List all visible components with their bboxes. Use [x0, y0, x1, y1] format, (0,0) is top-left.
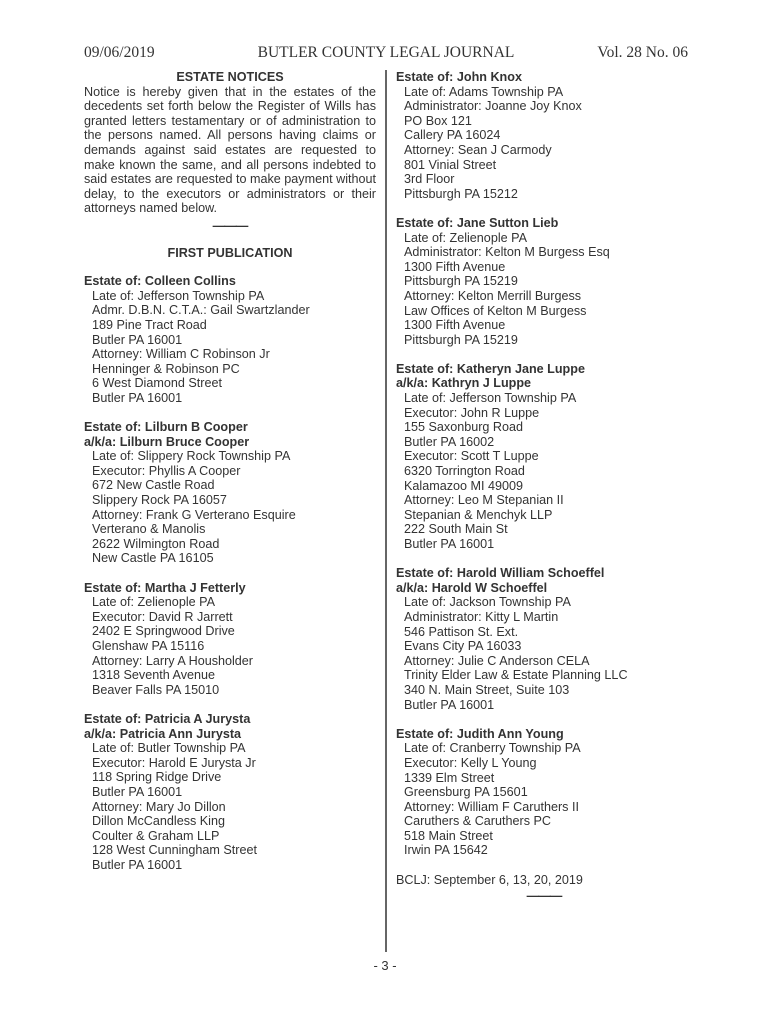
estate-detail-line: Attorney: Sean J Carmody	[404, 142, 552, 157]
estate-entry	[396, 216, 692, 347]
estate-detail-line: Late of: Slippery Rock Township PA	[92, 449, 291, 464]
estate-detail-line: Irwin PA 15642	[404, 843, 488, 858]
estate-detail-line: Beaver Falls PA 15010	[92, 682, 220, 697]
estate-name: Estate of: Judith Ann Young	[396, 726, 564, 741]
left-estate-list	[84, 274, 376, 872]
estate-detail-line: Pittsburgh PA 15219	[404, 274, 518, 289]
estate-detail-line: Butler PA 16001	[404, 537, 495, 551]
estate-detail-line: 340 N. Main Street, Suite 103	[404, 682, 570, 697]
estate-detail-line: Glenshaw PA 15116	[92, 638, 205, 653]
estate-detail-line: Butler PA 16002	[404, 434, 495, 449]
page-number: - 3 -	[373, 958, 397, 973]
estate-detail-line: 155 Saxonburg Road	[404, 420, 524, 435]
estate-detail-line: 6 West Diamond Street	[92, 376, 222, 391]
estate-detail-line: 189 Pine Tract Road	[92, 317, 207, 332]
estate-name: Estate of: Harold William Schoeffel	[396, 566, 605, 581]
estate-detail-line: Admr. D.B.N. C.T.A.: Gail Swartzlander	[92, 303, 310, 318]
estate-detail-line: Greensburg PA 15601	[404, 785, 528, 800]
estate-detail-line: 672 New Castle Road	[92, 478, 215, 493]
estate-detail-line: Butler PA 16001	[92, 857, 183, 872]
notice-intro: Notice is hereby given that in the estates of the decedents set forth below the Register of Wills has granted letters testamentary or of administration to the persons named. All persons having claims or demands against said estates are requested to make known the same, and all persons indebted to said estates are requested to make payment without delay, to the executors or administrators or their attorneys named below.	[84, 84, 376, 216]
estate-detail-line: Late of: Butler Township PA	[92, 741, 246, 756]
estate-detail-line: Executor: David R Jarrett	[92, 609, 233, 624]
estate-detail-line: Late of: Adams Township PA	[404, 84, 564, 99]
estate-detail-line: 1300 Fifth Avenue	[404, 318, 506, 333]
estate-detail-line: Kalamazoo MI 49009	[404, 478, 524, 493]
estate-detail-line: Coulter & Graham LLP	[92, 828, 220, 843]
estate-detail-line: Executor: Kelly L Young	[404, 755, 537, 770]
estate-detail-line: 118 Spring Ridge Drive	[92, 770, 222, 785]
publication-heading: FIRST PUBLICATION	[167, 245, 293, 260]
estate-detail-line: 1339 Elm Street	[404, 770, 495, 785]
estate-detail-line: Dillon McCandless King	[92, 814, 225, 829]
estate-detail-line: Verterano & Manolis	[92, 522, 206, 537]
section-title: ESTATE NOTICES	[176, 70, 284, 84]
estate-detail-line: Attorney: Larry A Housholder	[92, 653, 254, 668]
short-rule: ———	[212, 218, 248, 233]
estate-detail-line: Late of: Jackson Township PA	[404, 595, 571, 610]
estate-detail-line: Attorney: Leo M Stepanian II	[404, 493, 564, 508]
estate-detail-line: Butler PA 16001	[92, 332, 183, 347]
estate-name: Estate of: Jane Sutton Lieb	[396, 215, 559, 230]
estate-detail-line: Attorney: Julie C Anderson CELA	[404, 653, 590, 668]
estate-detail-line: Pittsburgh PA 15212	[404, 186, 518, 201]
estate-detail-line: Butler PA 16001	[92, 390, 183, 405]
estate-name: Estate of: Lilburn B Cooper	[84, 420, 248, 435]
estate-detail-line: Late of: Cranberry Township PA	[404, 741, 581, 756]
estate-detail-line: Slippery Rock PA 16057	[92, 493, 227, 508]
estate-entry	[84, 274, 376, 405]
header-journal-title: BUTLER COUNTY LEGAL JOURNAL	[257, 44, 515, 61]
estate-detail-line: Executor: John R Luppe	[404, 405, 540, 420]
estate-detail-line: Attorney: William C Robinson Jr	[92, 347, 270, 362]
estate-entry	[84, 420, 376, 566]
estate-aka: a/k/a: Lilburn Bruce Cooper	[84, 434, 250, 449]
header-volume: Vol. 28 No. 06	[597, 44, 688, 61]
page-header	[84, 44, 688, 62]
estate-detail-line: 518 Main Street	[404, 828, 493, 843]
estate-detail-line: Late of: Jefferson Township PA	[404, 391, 577, 406]
estate-detail-line: Attorney: Mary Jo Dillon	[92, 799, 226, 814]
estate-detail-line: Henninger & Robinson PC	[92, 361, 240, 376]
estate-entry	[396, 362, 692, 552]
estate-detail-line: Executor: Phyllis A Cooper	[92, 463, 241, 478]
estate-detail-line: Caruthers & Caruthers PC	[404, 814, 551, 829]
estate-detail-line: Butler PA 16001	[404, 697, 495, 712]
estate-detail-line: Administrator: Joanne Joy Knox	[404, 99, 582, 114]
estate-name: Estate of: Patricia A Jurysta	[84, 711, 251, 726]
estate-detail-line: Late of: Jefferson Township PA	[92, 288, 265, 303]
estate-detail-line: Administrator: Kitty L Martin	[404, 609, 559, 624]
estate-detail-line: Law Offices of Kelton M Burgess	[404, 303, 587, 318]
estate-name: Estate of: Martha J Fetterly	[84, 580, 246, 595]
estate-detail-line: PO Box 121	[404, 113, 472, 128]
estate-detail-line: Executor: Harold E Jurysta Jr	[92, 755, 256, 770]
estate-detail-line: 222 South Main St	[404, 522, 508, 537]
estate-detail-line: 2402 E Springwood Drive	[92, 624, 235, 639]
bclj-note: BCLJ: September 6, 13, 20, 2019	[396, 872, 583, 887]
estate-detail-line: 546 Pattison St. Ext.	[404, 624, 519, 639]
estate-detail-line: Callery PA 16024	[404, 128, 501, 143]
estate-entry	[84, 712, 376, 873]
estate-detail-line: Evans City PA 16033	[404, 639, 522, 654]
column-divider	[385, 70, 387, 952]
estate-entry	[396, 566, 692, 712]
estate-detail-line: 128 West Cunningham Street	[92, 843, 257, 858]
estate-detail-line: Attorney: Kelton Merrill Burgess	[404, 288, 582, 303]
estate-entry	[396, 70, 692, 201]
estate-detail-line: Administrator: Kelton M Burgess Esq	[404, 245, 610, 260]
header-date: 09/06/2019	[84, 44, 155, 61]
estate-detail-line: Attorney: William F Caruthers II	[404, 799, 579, 814]
estate-entry	[84, 581, 376, 698]
estate-name: Estate of: Katheryn Jane Luppe	[396, 361, 585, 376]
estate-detail-line: Butler PA 16001	[92, 784, 183, 799]
estate-name: Estate of: John Knox	[396, 70, 522, 84]
estate-detail-line: Stepanian & Menchyk LLP	[404, 507, 553, 522]
estate-aka: a/k/a: Patricia Ann Jurysta	[84, 726, 242, 741]
estate-detail-line: 3rd Floor	[404, 172, 455, 187]
estate-entry	[396, 727, 692, 858]
estate-detail-line: 2622 Wilmington Road	[92, 536, 220, 551]
end-rule: ———	[526, 889, 562, 904]
estate-name: Estate of: Colleen Collins	[84, 274, 236, 289]
left-column	[84, 70, 376, 887]
right-estate-list	[396, 70, 692, 858]
estate-aka: a/k/a: Kathryn J Luppe	[396, 376, 532, 391]
estate-detail-line: Executor: Scott T Luppe	[404, 449, 539, 464]
estate-detail-line: Late of: Zelienople PA	[404, 230, 527, 245]
estate-detail-line: New Castle PA 16105	[92, 551, 214, 566]
right-column	[396, 70, 692, 904]
estate-detail-line: 1300 Fifth Avenue	[404, 259, 506, 274]
estate-detail-line: Pittsburgh PA 15219	[404, 332, 518, 347]
estate-detail-line: Attorney: Frank G Verterano Esquire	[92, 507, 296, 522]
estate-detail-line: Trinity Elder Law & Estate Planning LLC	[404, 668, 628, 683]
estate-aka: a/k/a: Harold W Schoeffel	[396, 580, 548, 595]
estate-detail-line: 1318 Seventh Avenue	[92, 668, 216, 683]
estate-detail-line: 801 Vinial Street	[404, 157, 497, 172]
estate-detail-line: Late of: Zelienople PA	[92, 595, 215, 610]
estate-detail-line: 6320 Torrington Road	[404, 464, 525, 479]
